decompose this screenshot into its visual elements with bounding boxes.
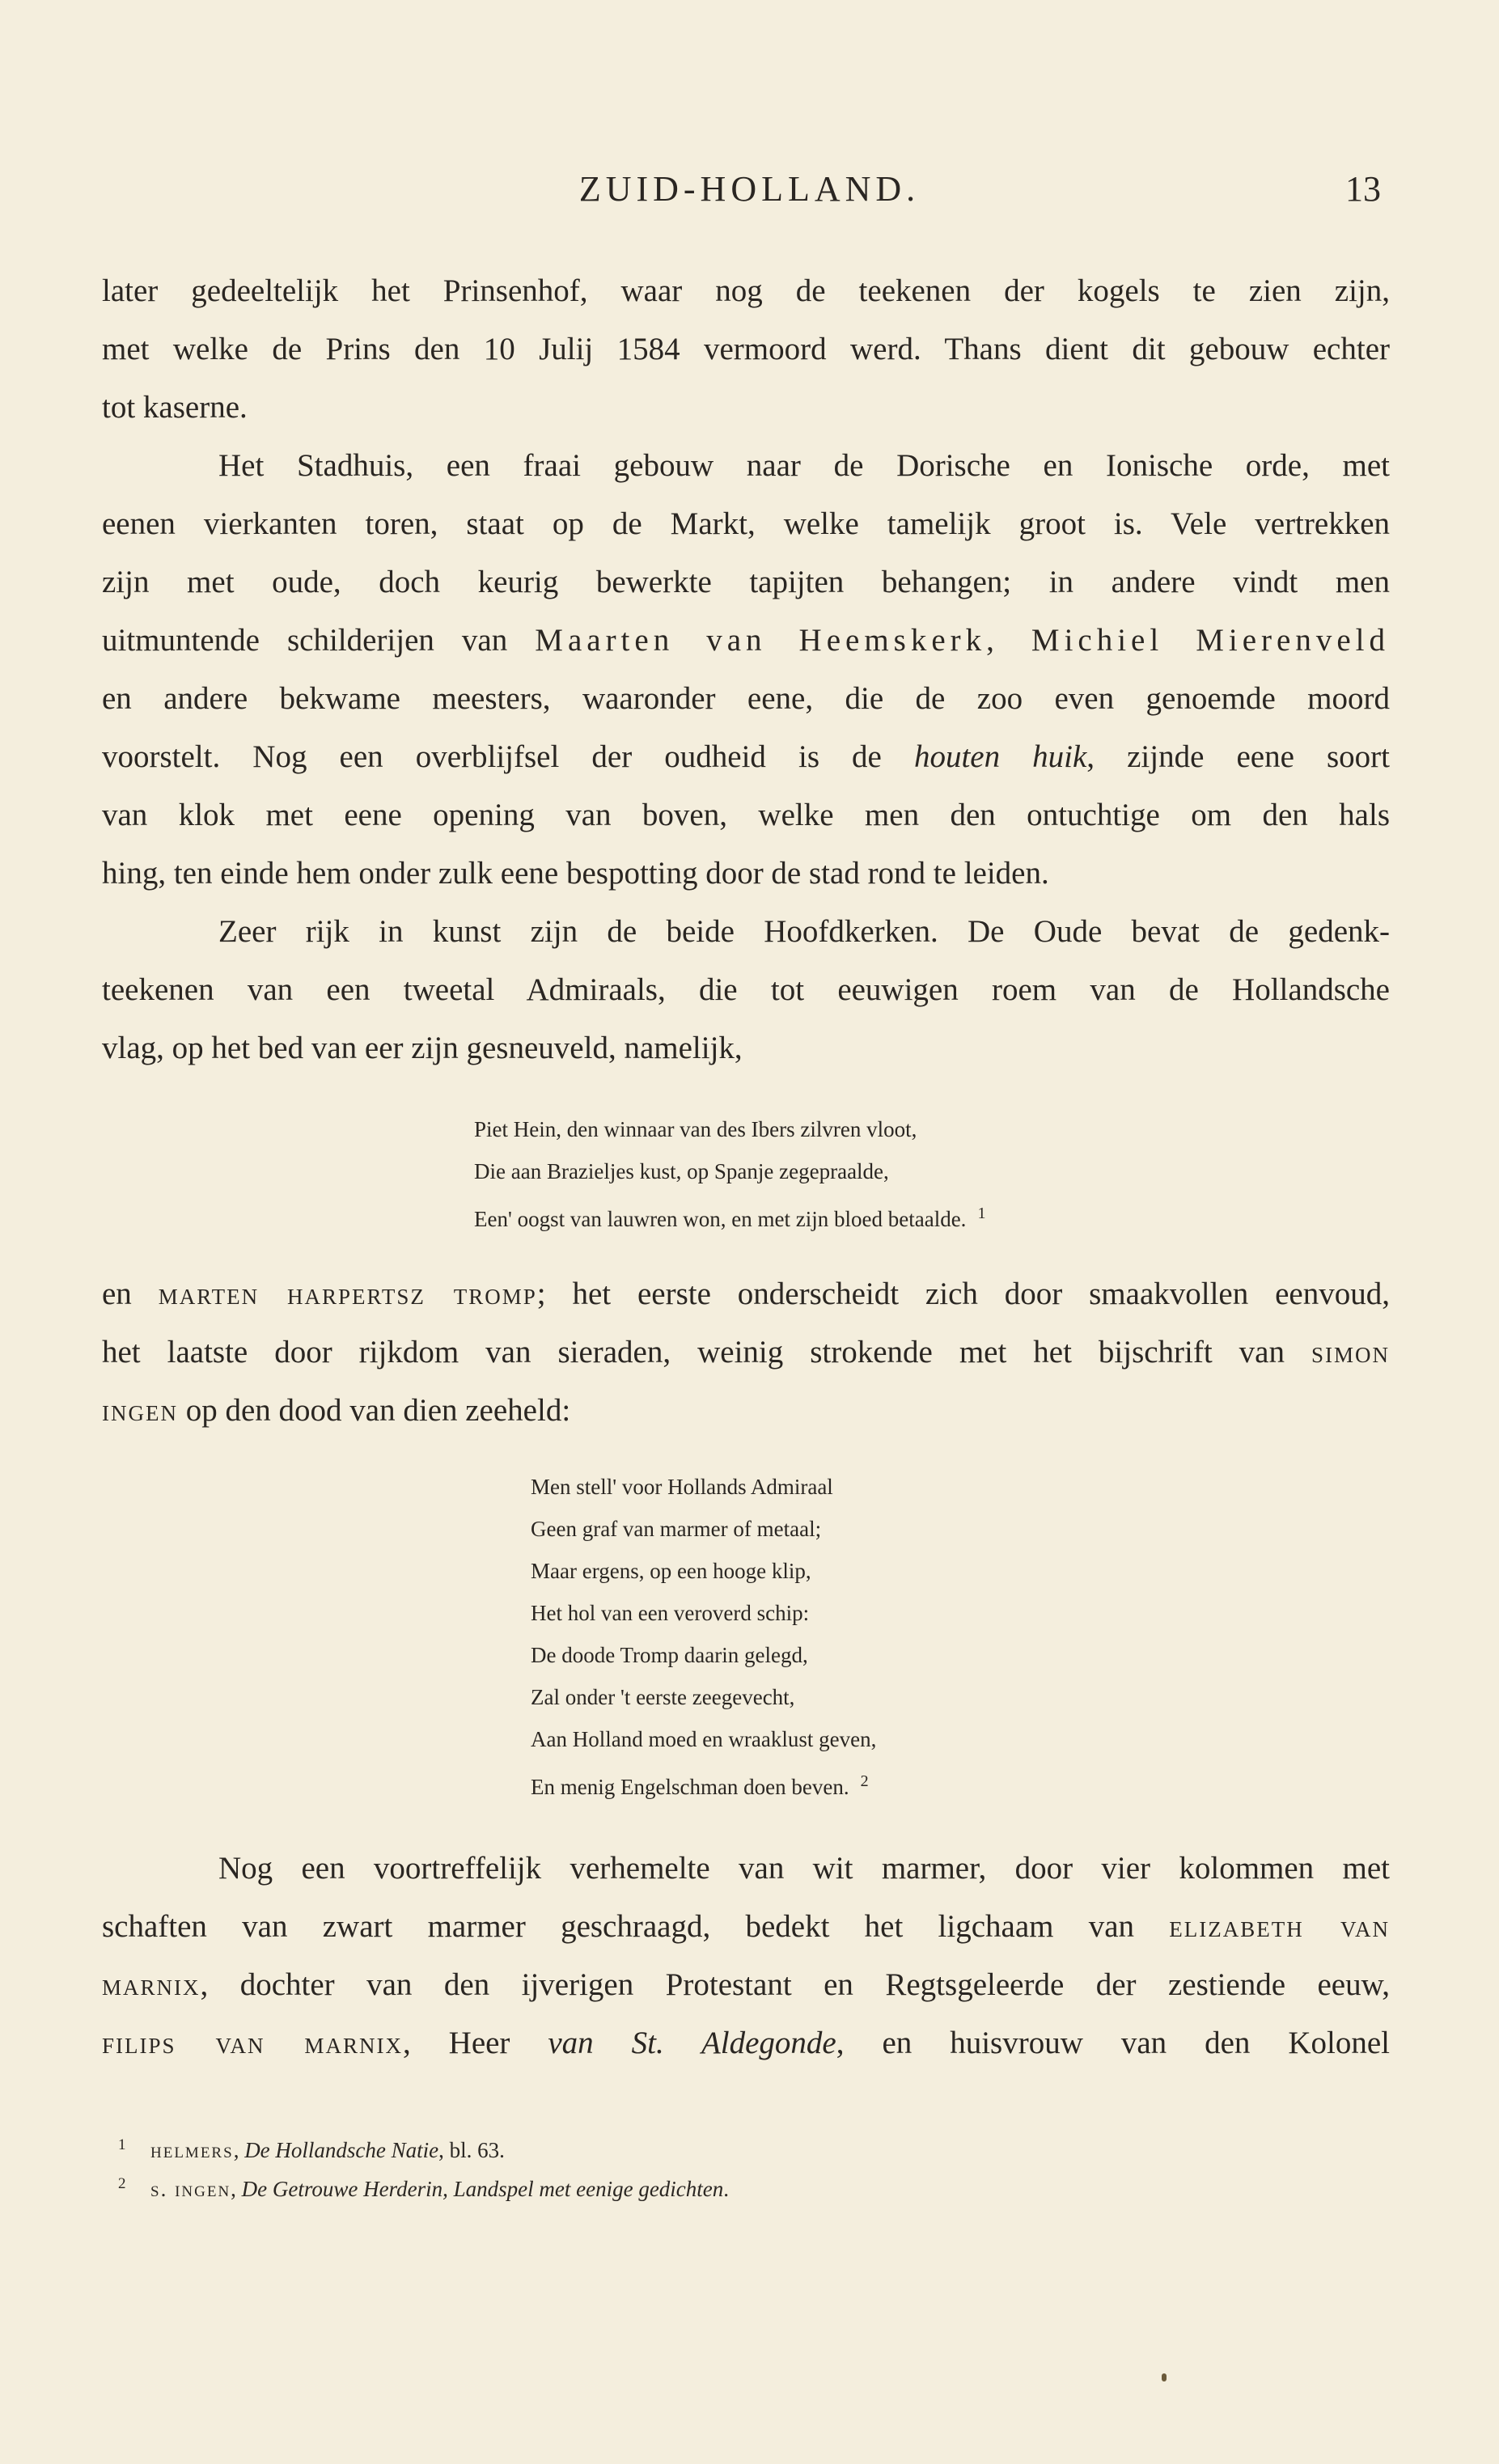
verse-line <box>474 1199 985 1234</box>
footnote-reference: 1 <box>977 1204 986 1222</box>
text-line <box>102 2022 1390 2064</box>
text-segment: op den dood van dien zeeheld: <box>177 1393 571 1428</box>
text-line: zijn met oude, doch keurig bewerkte tapijten behangen; in andere vindt men <box>102 565 1390 599</box>
text-line: Het Stadhuis, een fraai gebouw naar de Dorische en Ionische orde, met <box>218 448 1390 483</box>
verse-line: Het hol van een veroverd schip: <box>531 1601 810 1625</box>
text-line <box>102 1331 1390 1374</box>
name-tromp: marten harpertsz tromp <box>158 1276 537 1311</box>
text-line <box>102 1906 1390 1948</box>
footnote-author: s. ingen <box>150 2177 231 2201</box>
running-head: ZUID-HOLLAND. <box>578 169 921 209</box>
verse-line: Piet Hein, den winnaar van des Ibers zilvren vloot, <box>474 1117 917 1141</box>
footnote-sep: , <box>231 2177 242 2201</box>
footnote-rest: . <box>723 2177 730 2201</box>
italic-title: van St. Aldegonde <box>548 2026 836 2060</box>
verse-line <box>531 1767 869 1801</box>
verse-line: Maar ergens, op een hooge klip, <box>531 1559 811 1583</box>
name-ingen: ingen <box>102 1393 178 1428</box>
verse-text: En menig Engelschman doen beven. <box>531 1775 849 1799</box>
painter-names: Maarten van Heemskerk, Michiel Mierenveld <box>535 623 1390 658</box>
footnote <box>118 2170 729 2204</box>
ink-speck <box>1162 2373 1167 2381</box>
footnote-mark: 2 <box>118 2175 126 2192</box>
footnote-author: helmers <box>150 2138 234 2162</box>
footnote-title: De Hollandsche Natie <box>244 2138 439 2162</box>
verse-text: Een' oogst van lauwren won, en met zijn bloed betaalde. <box>474 1207 967 1231</box>
text-segment: het laatste door rijkdom van sieraden, weinig strokende met het bijschrift van <box>102 1335 1311 1370</box>
page-header <box>0 168 1499 217</box>
verse-line: Men stell' voor Hollands Admiraal <box>531 1475 833 1499</box>
footnote-sep: , <box>233 2138 245 2162</box>
text-line: Zeer rijk in kunst zijn de beide Hoofdkerken. De Oude bevat de gedenk- <box>218 914 1390 949</box>
text-segment: voorstelt. Nog een overblijfsel der oudheid is de <box>102 739 914 774</box>
page-number: 13 <box>1345 169 1381 209</box>
verse-line: Die aan Brazieljes kust, op Spanje zegepraalde, <box>474 1159 889 1183</box>
verse-line: De doode Tromp daarin gelegd, <box>531 1643 808 1667</box>
text-line: eenen vierkanten toren, staat op de Markt, welke tamelijk groot is. Vele vertrekken <box>102 506 1390 541</box>
text-line <box>102 620 1390 662</box>
text-line: van klok met eene opening van boven, welke men den ontuchtige om den hals <box>102 798 1390 832</box>
text-segment: , zijnde eene soort <box>1086 739 1390 774</box>
text-segment: uitmuntende schilderijen van <box>102 623 536 658</box>
text-line: tot kaserne. <box>102 390 248 425</box>
text-line <box>102 1390 1390 1432</box>
footnote <box>118 2131 505 2165</box>
text-segment: schaften van zwart marmer geschraagd, bedekt het ligchaam van <box>102 1909 1170 1944</box>
text-segment: , dochter van den ijverigen Protestant en Regtsgeleerde der zestiende eeuw, <box>200 1967 1390 2002</box>
text-line: vlag, op het bed van eer zijn gesneuveld, namelijk, <box>102 1031 743 1065</box>
text-line: met welke de Prins den 10 Julij 1584 vermoord werd. Thans dient dit gebouw echter <box>102 332 1390 366</box>
footnote-reference: 2 <box>860 1772 869 1790</box>
text-line: hing, ten einde hem onder zulk eene bespotting door de stad rond te leiden. <box>102 856 1049 891</box>
footnote-mark: 1 <box>118 2136 126 2153</box>
name-simon: simon <box>1311 1335 1390 1370</box>
name-filips: filips van marnix <box>102 2026 403 2060</box>
name-elizabeth: elizabeth van <box>1169 1909 1390 1944</box>
verse-line: Geen graf van marmer of metaal; <box>531 1517 822 1541</box>
italic-term: houten huik <box>913 739 1087 774</box>
verse-line: Aan Holland moed en wraaklust geven, <box>531 1727 877 1751</box>
text-line: teekenen van een tweetal Admiraals, die tot eeuwigen roem van de Hollandsche <box>102 972 1390 1007</box>
text-segment: en <box>102 1276 159 1311</box>
text-segment: ; het eerste onderscheidt zich door smaakvollen eenvoud, <box>536 1276 1390 1311</box>
text-line <box>102 1964 1390 2006</box>
footnote-rest: , bl. 63. <box>438 2138 505 2162</box>
text-line <box>102 736 1390 778</box>
text-segment: , Heer <box>402 2026 548 2060</box>
text-line: Nog een voortreffelijk verhemelte van wit marmer, door vier kolommen met <box>218 1851 1390 1886</box>
text-line <box>102 1273 1390 1315</box>
name-marnix: marnix <box>102 1967 201 2002</box>
text-line: en andere bekwame meesters, waaronder eene, die de zoo even genoemde moord <box>102 681 1390 716</box>
text-line: later gedeeltelijk het Prinsenhof, waar nog de teekenen der kogels te zien zijn, <box>102 273 1390 308</box>
verse-line: Zal onder 't eerste zeegevecht, <box>531 1685 795 1709</box>
text-segment: , en huisvrouw van den Kolonel <box>836 2026 1390 2060</box>
footnote-title: De Getrouwe Herderin, Landspel met eenige gedichten <box>241 2177 724 2201</box>
